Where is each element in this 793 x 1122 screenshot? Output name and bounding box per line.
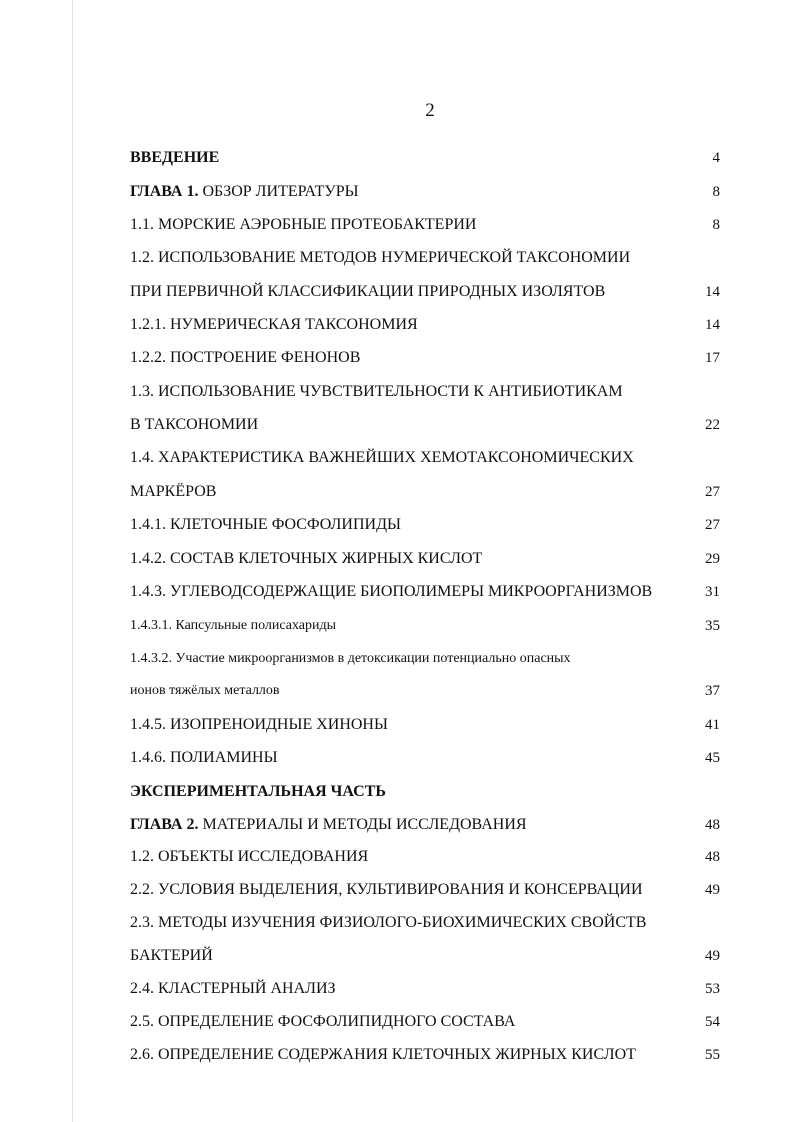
toc-entry-label: 2.6. ОПРЕДЕЛЕНИЕ СОДЕРЖАНИЯ КЛЕТОЧНЫХ ЖИРНЫХ КИСЛОТ bbox=[130, 1046, 636, 1063]
toc-entry-label: 1.4.2. СОСТАВ КЛЕТОЧНЫХ ЖИРНЫХ КИСЛОТ bbox=[130, 550, 483, 567]
toc-entry bbox=[130, 413, 720, 437]
toc-entry bbox=[130, 845, 720, 869]
toc-entry-page: 22 bbox=[705, 417, 720, 433]
toc-entry bbox=[130, 246, 720, 270]
toc-entry bbox=[130, 1010, 720, 1034]
toc-entry-label: 1.2.2. ПОСТРОЕНИЕ ФЕНОНОВ bbox=[130, 349, 361, 366]
toc-entry-label: 1.1. МОРСКИЕ АЭРОБНЫЕ ПРОТЕОБАКТЕРИИ bbox=[130, 216, 477, 233]
toc-entry-label: 1.4.1. КЛЕТОЧНЫЕ ФОСФОЛИПИДЫ bbox=[130, 516, 401, 533]
toc-entry-label: 1.4.3.2. Участие микроорганизмов в детоксикации потенциально опасных bbox=[130, 651, 571, 666]
toc-entry-page: 37 bbox=[705, 683, 720, 699]
toc-entry-page: 48 bbox=[705, 849, 720, 865]
toc-entry-label: ПРИ ПЕРВИЧНОЙ КЛАССИФИКАЦИИ ПРИРОДНЫХ ИЗОЛЯТОВ bbox=[130, 283, 606, 300]
toc-entry bbox=[130, 580, 720, 604]
toc-entry bbox=[130, 911, 720, 935]
toc-entry-page: 45 bbox=[705, 750, 720, 766]
toc-entry bbox=[130, 480, 720, 504]
toc-entry-page: 14 bbox=[705, 317, 720, 333]
toc-entry bbox=[130, 380, 720, 404]
toc-entry-introduction bbox=[130, 146, 720, 170]
toc-entry-label: 1.2. ОБЪЕКТЫ ИССЛЕДОВАНИЯ bbox=[130, 848, 369, 865]
toc-entry bbox=[130, 280, 720, 304]
toc-entry-page: 49 bbox=[705, 882, 720, 898]
toc-entry-page: 48 bbox=[705, 817, 720, 833]
toc-entry bbox=[130, 346, 720, 370]
toc-entry bbox=[130, 746, 720, 770]
toc-entry-page: 49 bbox=[705, 948, 720, 964]
toc-entry bbox=[130, 1043, 720, 1067]
toc-entry-page: 55 bbox=[705, 1047, 720, 1063]
toc-entry-page: 27 bbox=[705, 517, 720, 533]
toc-entry bbox=[130, 313, 720, 337]
toc-entry-label: 1.2. ИСПОЛЬЗОВАНИЕ МЕТОДОВ НУМЕРИЧЕСКОЙ ТАКСОНОМИИ bbox=[130, 249, 631, 266]
toc-entry-page: 4 bbox=[712, 150, 720, 166]
toc-entry bbox=[130, 944, 720, 968]
toc-entry-page: 35 bbox=[705, 618, 720, 634]
toc-entry-chapter-2 bbox=[130, 813, 720, 837]
toc-entry-page: 41 bbox=[705, 717, 720, 733]
toc-entry bbox=[130, 513, 720, 537]
toc-chapter-prefix: ГЛАВА 2. bbox=[130, 816, 199, 833]
toc-entry-label: МАРКЁРОВ bbox=[130, 483, 217, 500]
toc-entry-label: 1.4.6. ПОЛИАМИНЫ bbox=[130, 749, 278, 766]
toc-entry bbox=[130, 878, 720, 902]
toc-entry-label: 1.3. ИСПОЛЬЗОВАНИЕ ЧУВСТВИТЕЛЬНОСТИ К АНТИБИОТИКАМ bbox=[130, 383, 623, 400]
toc-entry-experimental-part bbox=[130, 780, 720, 804]
toc-entry-label: ЭКСПЕРИМЕНТАЛЬНАЯ ЧАСТЬ bbox=[130, 783, 386, 800]
toc-entry-label: 2.4. КЛАСТЕРНЫЙ АНАЛИЗ bbox=[130, 980, 336, 997]
toc-entry-page: 8 bbox=[712, 184, 720, 200]
toc-entry-page: 54 bbox=[705, 1014, 720, 1030]
toc-entry-label: БАКТЕРИЙ bbox=[130, 947, 213, 964]
toc-entry-chapter-1 bbox=[130, 180, 720, 204]
toc-entry bbox=[130, 213, 720, 237]
toc-entry-label: ВВЕДЕНИЕ bbox=[130, 149, 220, 166]
toc-entry bbox=[130, 977, 720, 1001]
toc-entry-page: 8 bbox=[712, 217, 720, 233]
toc-entry-label: 2.3. МЕТОДЫ ИЗУЧЕНИЯ ФИЗИОЛОГО-БИОХИМИЧЕСКИХ СВОЙСТВ bbox=[130, 914, 647, 931]
toc-entry-page: 31 bbox=[705, 584, 720, 600]
toc-entry bbox=[130, 647, 720, 671]
toc-entry-label: 1.2.1. НУМЕРИЧЕСКАЯ ТАКСОНОМИЯ bbox=[130, 316, 418, 333]
toc-entry-label: 1.4. ХАРАКТЕРИСТИКА ВАЖНЕЙШИХ ХЕМОТАКСОНОМИЧЕСКИХ bbox=[130, 449, 634, 466]
toc-entry-label: ОБЗОР ЛИТЕРАТУРЫ bbox=[198, 183, 359, 200]
toc-entry-label: 2.2. УСЛОВИЯ ВЫДЕЛЕНИЯ, КУЛЬТИВИРОВАНИЯ И КОНСЕРВАЦИИ bbox=[130, 881, 643, 898]
toc-entry bbox=[130, 614, 720, 638]
toc-entry-page: 29 bbox=[705, 551, 720, 567]
toc-entry-label: В ТАКСОНОМИИ bbox=[130, 416, 259, 433]
toc-entry-page: 27 bbox=[705, 484, 720, 500]
toc-entry-page: 17 bbox=[705, 350, 720, 366]
toc-entry bbox=[130, 713, 720, 737]
toc-entry-label: ионов тяжёлых металлов bbox=[130, 683, 280, 698]
page-edge-line bbox=[72, 0, 73, 1122]
toc-chapter-prefix: ГЛАВА 1. bbox=[130, 183, 199, 200]
toc-entry-page: 14 bbox=[705, 284, 720, 300]
toc-entry bbox=[130, 679, 720, 703]
toc-entry-label: 1.4.5. ИЗОПРЕНОИДНЫЕ ХИНОНЫ bbox=[130, 716, 388, 733]
page-number: 2 bbox=[425, 100, 435, 121]
toc-entry bbox=[130, 446, 720, 470]
toc-entry-label: 1.4.3.1. Капсульные полисахариды bbox=[130, 618, 337, 633]
toc-entry-label: МАТЕРИАЛЫ И МЕТОДЫ ИССЛЕДОВАНИЯ bbox=[198, 816, 527, 833]
toc-entry-label: 2.5. ОПРЕДЕЛЕНИЕ ФОСФОЛИПИДНОГО СОСТАВА bbox=[130, 1013, 516, 1030]
toc-entry-label: 1.4.3. УГЛЕВОДСОДЕРЖАЩИЕ БИОПОЛИМЕРЫ МИКРООРГАНИЗМОВ bbox=[130, 583, 653, 600]
toc-entry bbox=[130, 547, 720, 571]
toc-entry-page: 53 bbox=[705, 981, 720, 997]
